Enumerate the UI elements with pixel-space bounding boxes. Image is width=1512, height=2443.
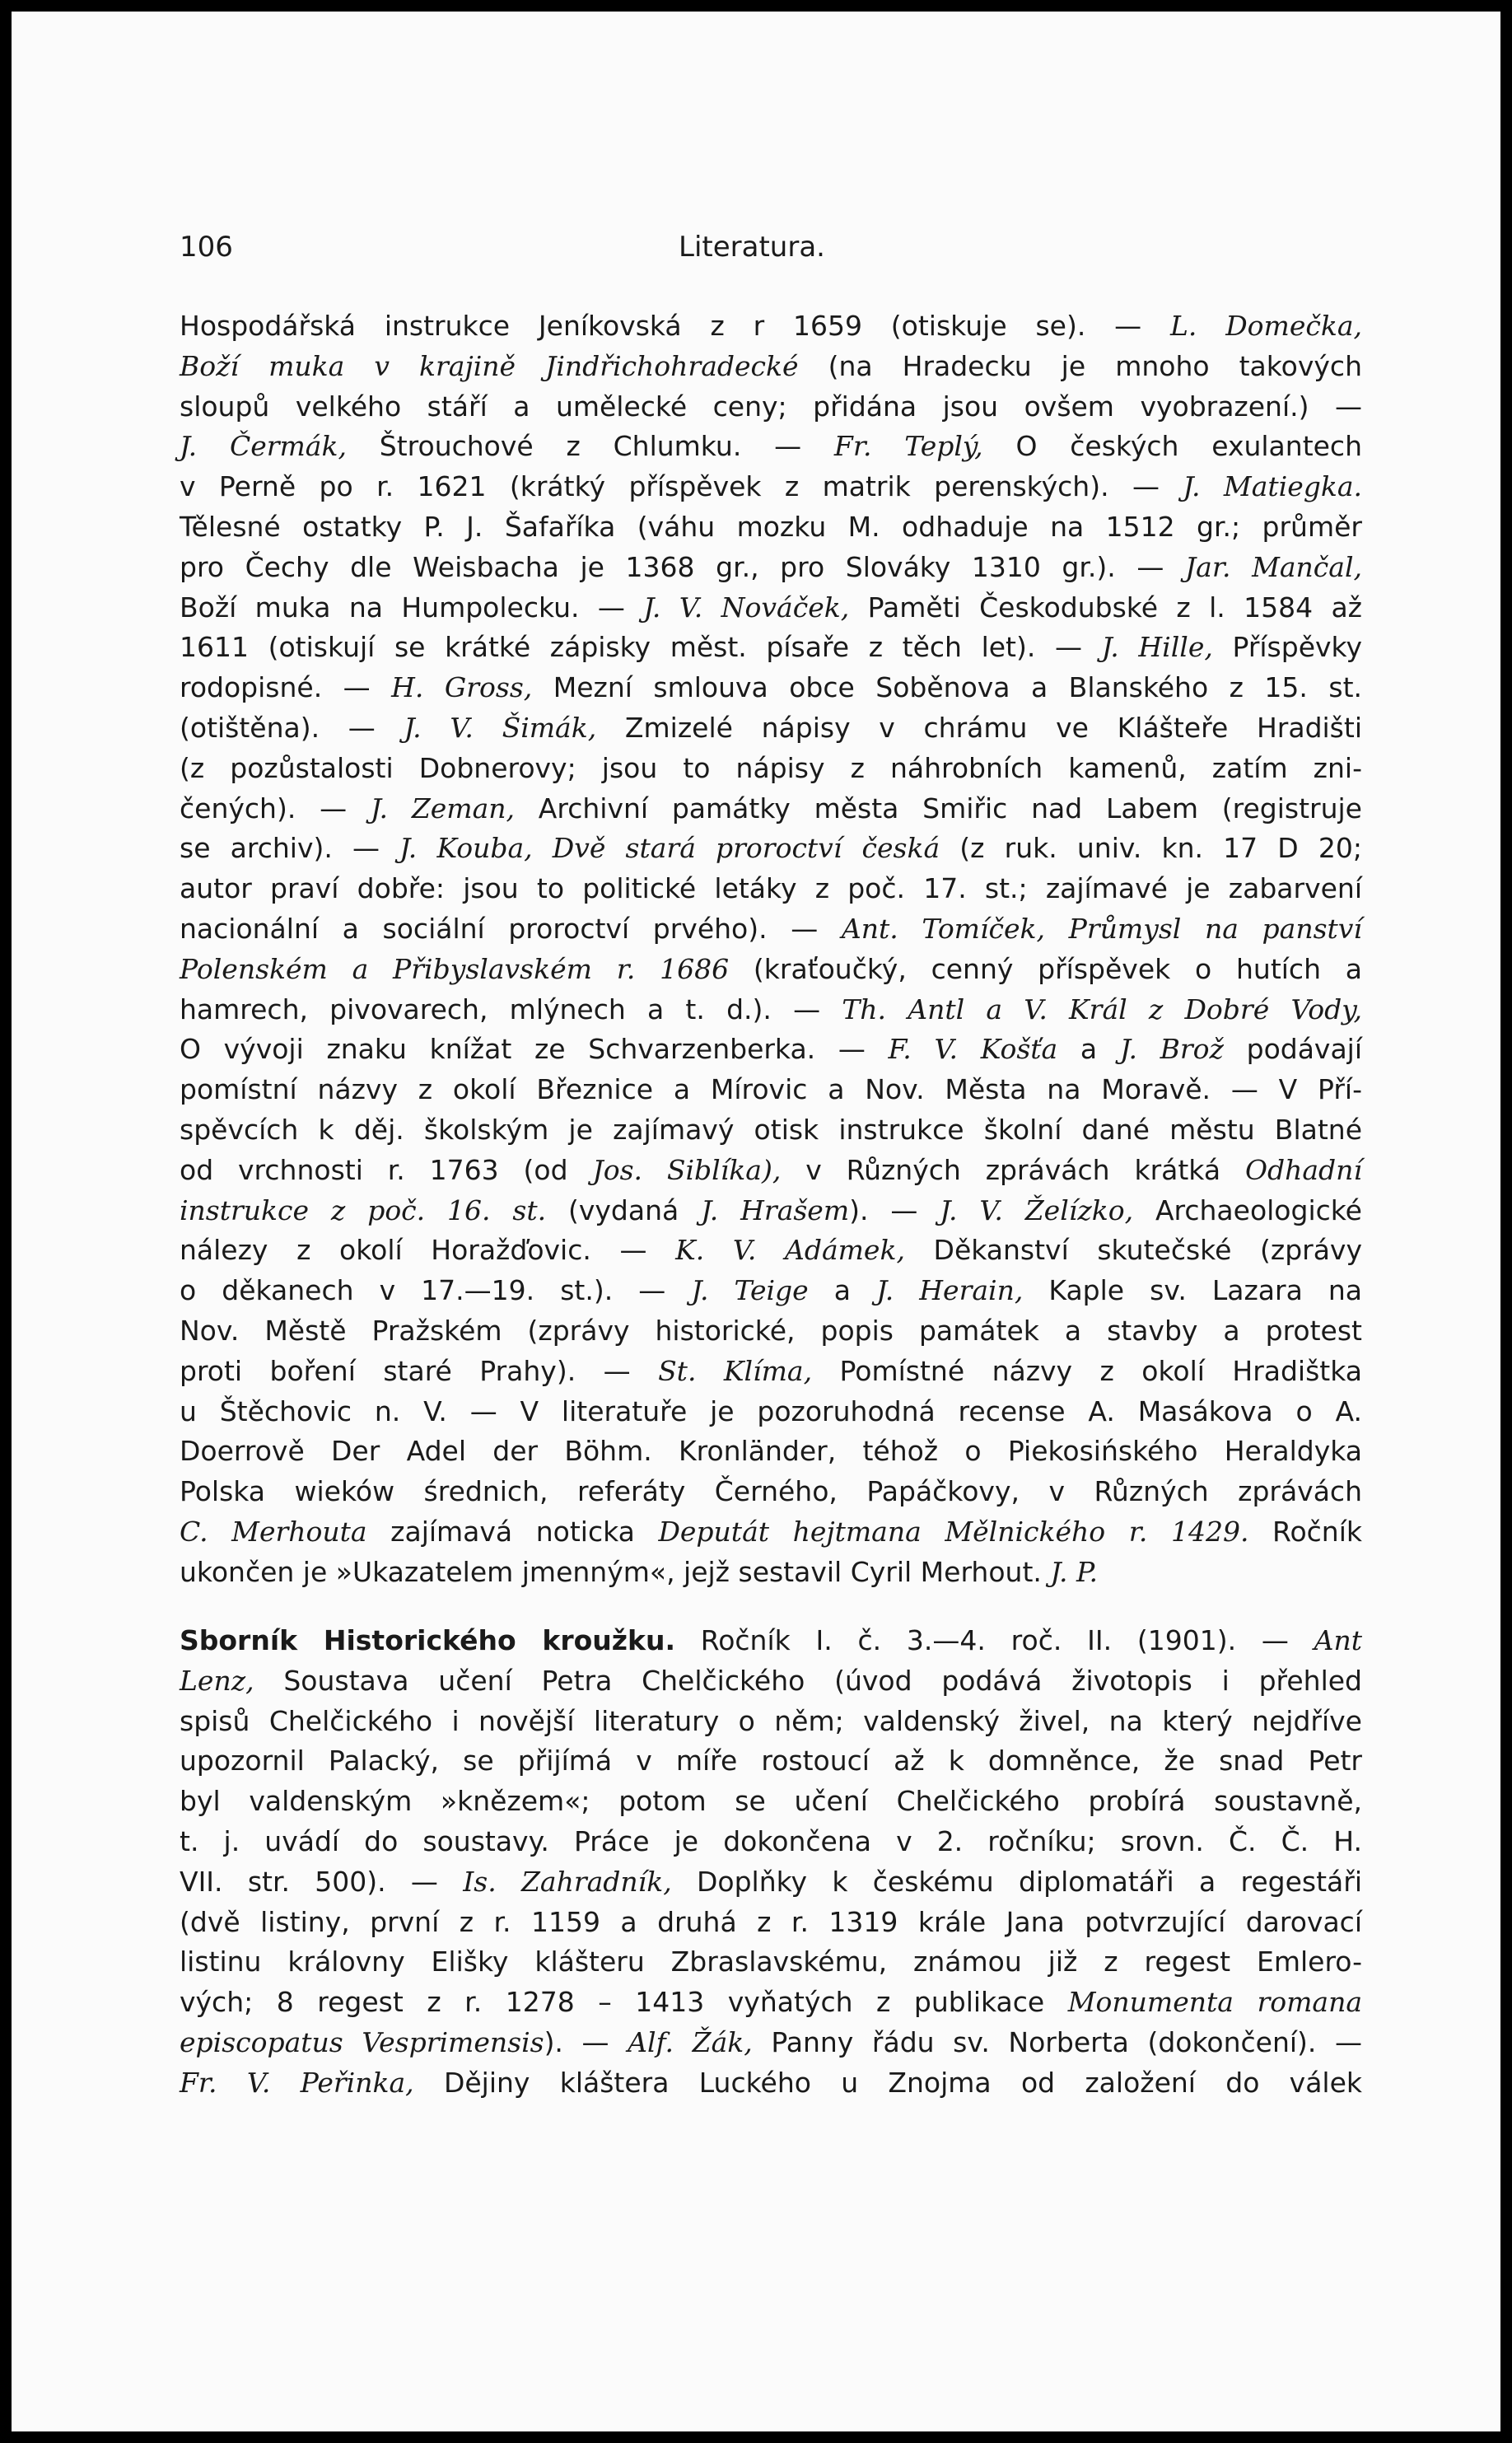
italic-text: Fr. V. Peřinka, xyxy=(180,2066,414,2099)
page-header xyxy=(180,231,1324,272)
text-segment: Doplňky k českému diplomatáři a regestáři xyxy=(671,1865,1362,1898)
page-number: 106 xyxy=(180,231,233,264)
text-segment: Archaeologické xyxy=(1133,1193,1362,1226)
text-line xyxy=(180,708,1362,749)
text-segment: listinu královny Elišky klášteru Zbraslavskému, známou již z regest Emlero- xyxy=(180,1946,1362,1978)
italic-text: J. Brož xyxy=(1119,1033,1224,1066)
text-segment: O vývoji znaku knížat ze Schvarzenberka. — xyxy=(180,1033,889,1066)
text-segment: 1611 (otiskují se krátké zápisky měst. písaře z těch let). — xyxy=(180,631,1102,664)
bold-text: Sborník Historického kroužku. xyxy=(180,1624,675,1656)
text-segment: Paměti Českodubské z l. 1584 až xyxy=(849,591,1362,624)
italic-text: C. Merhouta xyxy=(180,1515,367,1548)
text-segment: pro Čechy dle Weisbacha je 1368 gr., pro Slováky 1310 gr.). — xyxy=(180,550,1185,583)
text-segment: nacionální a sociální proroctví prvého). — xyxy=(180,912,842,945)
text-segment: pomístní názvy z okolí Březnice a Mírovic a Nov. Města na Moravě. — V Pří- xyxy=(180,1073,1362,1106)
italic-text: J. V. Nováček, xyxy=(643,591,850,624)
text-line xyxy=(180,1782,1362,1822)
text-segment: o děkanech v 17.—19. st.). — xyxy=(180,1274,692,1307)
text-line xyxy=(180,1702,1362,1742)
italic-text: Boží muka v krajině Jindřichohradecké xyxy=(180,349,799,382)
text-segment: Kaple sv. Lazara na xyxy=(1023,1274,1363,1307)
review-paragraph-1 xyxy=(180,306,1362,1593)
review-paragraph-2 xyxy=(180,1621,1362,2104)
text-line xyxy=(180,2023,1362,2063)
text-segment: (dvě listiny, první z r. 1159 a druhá z r. 1319 krále Jana potvrzující darovací xyxy=(180,1905,1362,1938)
text-line xyxy=(180,588,1362,628)
text-segment: O českých exulantech xyxy=(982,430,1362,463)
text-segment: Dějiny kláštera Luckého u Znojma od založení do válek xyxy=(413,2066,1363,2099)
text-segment: spisů Chelčického i novější literatury o něm; valdenský živel, na který nejdříve xyxy=(180,1704,1362,1737)
text-line xyxy=(180,1311,1362,1352)
italic-text: J. Matiegka. xyxy=(1183,470,1363,503)
running-title: Literatura. xyxy=(679,231,825,264)
text-segment: vých; 8 regest z r. 1278 – 1413 vyňatých z publikace xyxy=(180,1986,1068,2019)
text-segment: spěvcích k děj. školským je zajímavý otisk instrukce školní dané městu Blatné xyxy=(180,1113,1362,1146)
italic-text: instrukce z poč. 16. st. xyxy=(180,1193,547,1226)
italic-text: Fr. Teplý, xyxy=(833,430,983,463)
text-line xyxy=(180,1352,1362,1392)
text-line xyxy=(180,306,1362,347)
text-line xyxy=(180,1472,1362,1512)
text-line xyxy=(180,789,1362,829)
text-segment: byl valdenským »knězem«; potom se učení Chelčického probírá soustavně, xyxy=(180,1785,1362,1818)
text-line xyxy=(180,1231,1362,1271)
text-segment: zajímavá noticka xyxy=(366,1515,659,1548)
italic-text: J. P. xyxy=(1050,1555,1099,1588)
text-segment: v Různých zprávách krátká xyxy=(781,1153,1245,1186)
italic-text: Ant. Tomíček, Průmysl na panství xyxy=(841,912,1362,945)
text-line xyxy=(180,1862,1362,1903)
text-segment: Archivní památky města Smiřic nad Labem (registruje xyxy=(515,792,1362,824)
text-line xyxy=(180,1030,1362,1070)
text-segment: čených). — xyxy=(180,792,371,824)
text-line xyxy=(180,1621,1362,1661)
italic-text: J. Hille, xyxy=(1101,631,1213,664)
text-segment: (na Hradecku je mnoho takových xyxy=(798,349,1362,382)
text-segment: Příspěvky xyxy=(1212,631,1362,664)
italic-text: Alf. Žák, xyxy=(628,2025,753,2058)
text-line xyxy=(180,950,1362,990)
italic-text: Polenském a Přibyslavském r. 1686 xyxy=(180,952,730,985)
text-line xyxy=(180,387,1362,427)
text-segment: sloupů velkého stáří a umělecké ceny; přidána jsou ovšem vyobrazení.) — xyxy=(180,390,1362,423)
text-segment: Ročník I. č. 3.—4. roč. II. (1901). — xyxy=(674,1624,1314,1656)
text-segment: upozornil Palacký, se přijímá v míře rostoucí až k domněnce, že snad Petr xyxy=(180,1745,1362,1777)
text-line xyxy=(180,869,1362,909)
text-segment: (kraťoučký, cenný příspěvek o hutích a xyxy=(729,952,1362,985)
text-line xyxy=(180,507,1362,548)
text-segment: od vrchnosti r. 1763 (od xyxy=(180,1153,593,1186)
italic-text: J. Čermák, xyxy=(180,430,347,463)
text-segment: (vydaná xyxy=(546,1193,702,1226)
text-segment: nálezy z okolí Horažďovic. — xyxy=(180,1234,676,1267)
text-segment: autor praví dobře: jsou to politické letáky z poč. 17. st.; zajímavé je zabarvení xyxy=(180,872,1362,905)
text-line xyxy=(180,467,1362,507)
text-segment: ). — xyxy=(544,2025,628,2058)
italic-text: Odhadní xyxy=(1244,1153,1362,1186)
italic-text: J. V. Šimák, xyxy=(404,711,597,744)
text-line xyxy=(180,1271,1362,1311)
text-line xyxy=(180,990,1362,1030)
text-segment: Hospodářská instrukce Jeníkovská z r 1659 (otiskuje se). — xyxy=(180,310,1170,342)
italic-text: F. V. Košťa xyxy=(888,1033,1058,1066)
italic-text: Th. Antl a V. Král z Dobré Vody, xyxy=(842,993,1362,1025)
text-segment: hamrech, pivovarech, mlýnech a t. d.). — xyxy=(180,993,842,1025)
text-segment: Zmizelé nápisy v chrámu ve Klášteře Hradišti xyxy=(596,711,1362,744)
text-segment: (otištěna). — xyxy=(180,711,404,744)
text-segment: ukončen je »Ukazatelem jmenným«, jejž sestavil Cyril Merhout. xyxy=(180,1555,1051,1588)
text-line xyxy=(180,1070,1362,1110)
italic-text: St. Klíma, xyxy=(658,1354,813,1387)
italic-text: J. Kouba, Dvě stará proroctví česká xyxy=(399,832,940,865)
italic-text: J. Hrašem xyxy=(701,1193,850,1226)
text-line xyxy=(180,1903,1362,1943)
italic-text: Lenz, xyxy=(180,1664,254,1697)
text-line xyxy=(180,909,1362,950)
text-segment: (z pozůstalosti Dobnerovy; jsou to nápisy z náhrobních kamenů, zatím zni- xyxy=(180,751,1362,784)
text-segment: Pomístné názvy z okolí Hradištka xyxy=(812,1354,1362,1387)
text-line xyxy=(180,1191,1362,1231)
italic-text: Jos. Siblíka), xyxy=(592,1153,782,1186)
text-segment: rodopisné. — xyxy=(180,671,392,704)
italic-text: J. Zeman, xyxy=(370,792,516,824)
italic-text: Is. Zahradník, xyxy=(463,1865,672,1898)
text-segment: v Perně po r. 1621 (krátký příspěvek z matrik perenských). — xyxy=(180,470,1183,503)
text-segment: Boží muka na Humpolecku. — xyxy=(180,591,644,624)
text-segment: Ročník xyxy=(1248,1515,1362,1548)
text-line xyxy=(180,1151,1362,1191)
text-line xyxy=(180,1983,1362,2023)
text-line xyxy=(180,668,1362,708)
italic-text: J. Herain, xyxy=(876,1274,1024,1307)
text-line xyxy=(180,1553,1362,1593)
text-line xyxy=(180,1741,1362,1782)
italic-text: Deputát hejtmana Mělnického r. 1429. xyxy=(658,1515,1249,1548)
text-line xyxy=(180,1110,1362,1151)
text-line xyxy=(180,427,1362,467)
text-segment: Děkanství skutečské (zprávy xyxy=(904,1234,1362,1267)
text-line xyxy=(180,1512,1362,1553)
text-segment: proti boření staré Prahy). — xyxy=(180,1354,659,1387)
italic-text: K. V. Adámek, xyxy=(675,1234,905,1267)
text-line xyxy=(180,2063,1362,2104)
text-line xyxy=(180,1822,1362,1862)
text-segment: Mezní smlouva obce Soběnova a Blanského z 15. st. xyxy=(532,671,1363,704)
text-line xyxy=(180,628,1362,668)
text-line xyxy=(180,347,1362,387)
text-segment: Nov. Městě Pražském (zprávy historické, popis památek a stavby a protest xyxy=(180,1314,1362,1347)
text-segment: Doerrově Der Adel der Böhm. Kronländer, téhož o Piekosińského Heraldyka xyxy=(180,1435,1362,1468)
text-line xyxy=(180,548,1362,588)
text-segment: Tělesné ostatky P. J. Šafaříka (váhu mozku M. odhaduje na 1512 gr.; průměr xyxy=(180,510,1362,543)
text-line xyxy=(180,1661,1362,1702)
text-segment: u Štěchovic n. V. — V literatuře je pozoruhodná recense A. Masákova o A. xyxy=(180,1394,1362,1427)
italic-text: episcopatus Vesprimensis xyxy=(180,2025,544,2058)
text-line xyxy=(180,1942,1362,1983)
text-segment: (z ruk. univ. kn. 17 D 20; xyxy=(940,832,1362,865)
text-segment: Panny řádu sv. Norberta (dokončení). — xyxy=(752,2025,1362,2058)
italic-text: Monumenta romana xyxy=(1067,1986,1363,2019)
italic-text: L. Domečka, xyxy=(1169,310,1363,342)
italic-text: H. Gross, xyxy=(391,671,533,704)
text-segment: a xyxy=(1057,1033,1120,1066)
text-segment: a xyxy=(808,1274,877,1307)
italic-text: J. V. Želízko, xyxy=(940,1193,1134,1226)
text-segment: Štrouchové z Chlumku. — xyxy=(346,430,834,463)
text-segment: VII. str. 500). — xyxy=(180,1865,464,1898)
text-segment: se archiv). — xyxy=(180,832,400,865)
text-segment: ). — xyxy=(849,1193,940,1226)
text-segment: Polska wieków średnich, referáty Černého, Papáčkovy, v Různých zprávách xyxy=(180,1475,1362,1508)
italic-text: Jar. Mančal, xyxy=(1184,550,1363,583)
text-line xyxy=(180,1392,1362,1432)
text-segment: t. j. uvádí do soustavy. Práce je dokončena v 2. ročníku; srovn. Č. Č. H. xyxy=(180,1824,1362,1857)
text-segment: podávají xyxy=(1223,1033,1363,1066)
text-line xyxy=(180,829,1362,869)
italic-text: Ant xyxy=(1314,1624,1362,1656)
text-line xyxy=(180,1432,1362,1472)
italic-text: J. Teige xyxy=(691,1274,809,1307)
text-segment: Soustava učení Petra Chelčického (úvod podává životopis i přehled xyxy=(254,1664,1362,1697)
text-line xyxy=(180,749,1362,789)
